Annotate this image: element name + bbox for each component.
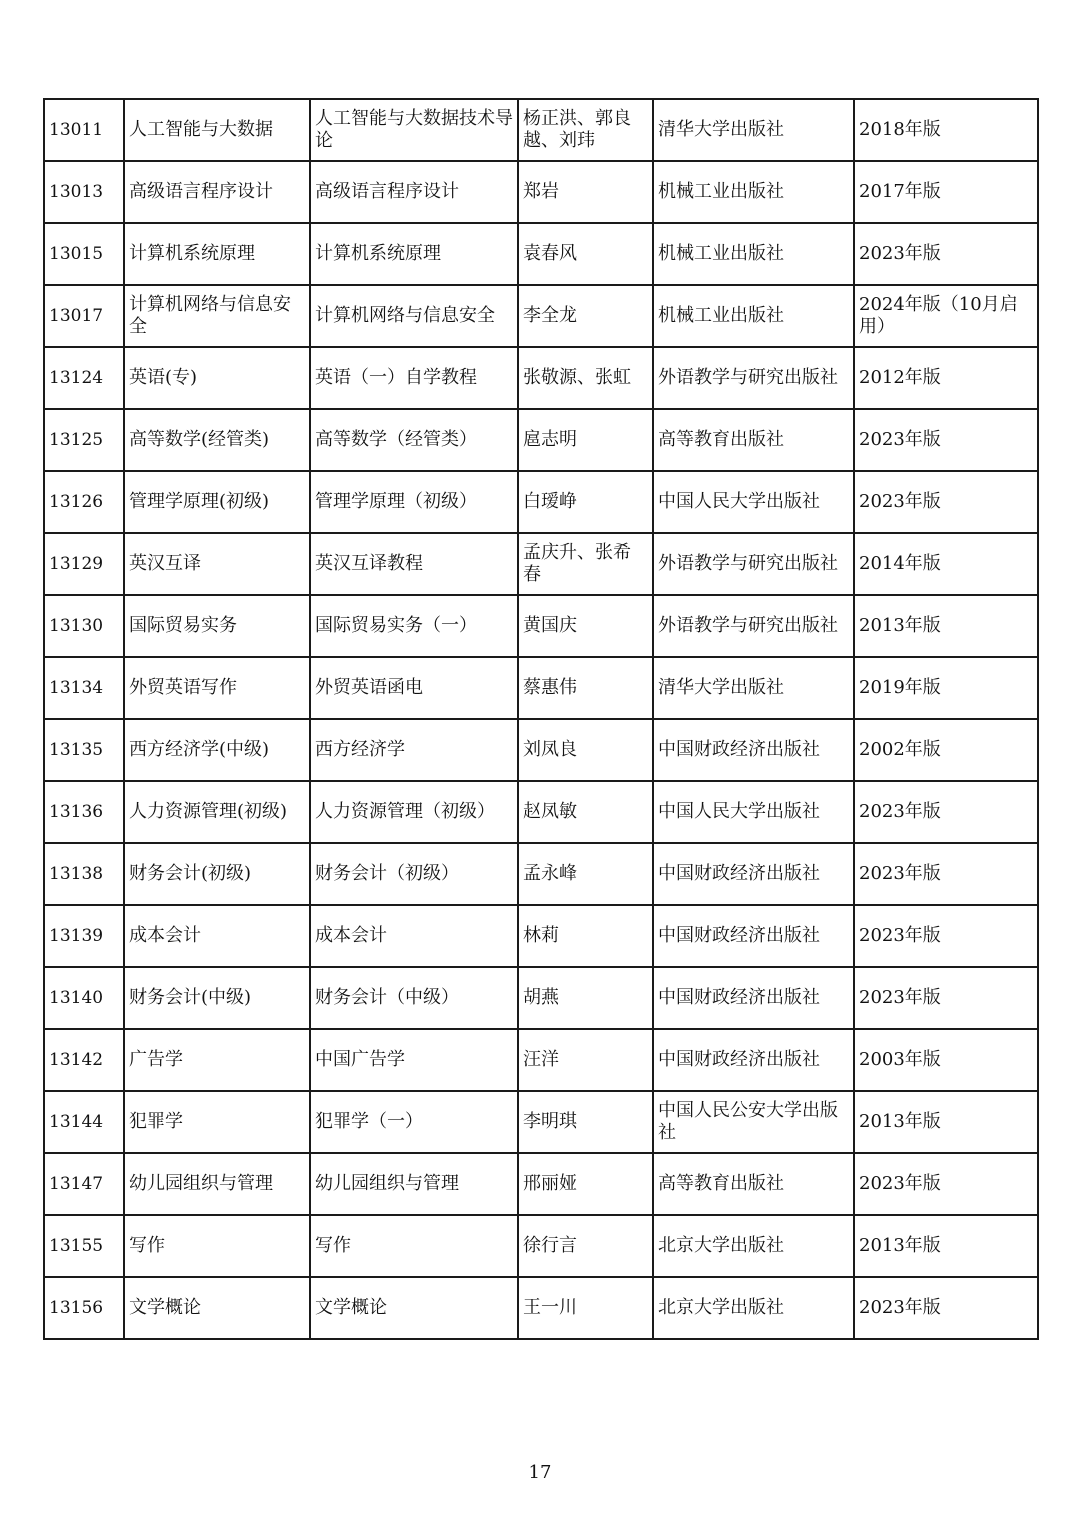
- course-name-cell: 财务会计(中级): [124, 967, 310, 1029]
- table-row: [44, 285, 1038, 347]
- table-row: [44, 595, 1038, 657]
- table-row: [44, 409, 1038, 471]
- author-cell: 刘凤良: [518, 719, 653, 781]
- author-cell: 张敬源、张虹: [518, 347, 653, 409]
- course-code-cell: 13013: [44, 161, 124, 223]
- edition-cell: 2014年版: [854, 533, 1038, 595]
- edition-cell: 2023年版: [854, 1277, 1038, 1339]
- publisher-cell: 机械工业出版社: [653, 285, 854, 347]
- edition-cell: 2018年版: [854, 99, 1038, 161]
- publisher-cell: 机械工业出版社: [653, 161, 854, 223]
- edition-cell: 2023年版: [854, 409, 1038, 471]
- course-name-cell: 计算机系统原理: [124, 223, 310, 285]
- course-name-cell: 文学概论: [124, 1277, 310, 1339]
- textbook-title-cell: 西方经济学: [310, 719, 518, 781]
- publisher-cell: 清华大学出版社: [653, 657, 854, 719]
- course-code-cell: 13144: [44, 1091, 124, 1153]
- author-cell: 白瑷峥: [518, 471, 653, 533]
- author-cell: 林莉: [518, 905, 653, 967]
- textbook-title-cell: 成本会计: [310, 905, 518, 967]
- table-row: [44, 1153, 1038, 1215]
- textbook-title-cell: 犯罪学（一）: [310, 1091, 518, 1153]
- author-cell: 赵凤敏: [518, 781, 653, 843]
- textbook-title-cell: 写作: [310, 1215, 518, 1277]
- textbook-title-cell: 管理学原理（初级）: [310, 471, 518, 533]
- course-name-cell: 高级语言程序设计: [124, 161, 310, 223]
- table-row: [44, 347, 1038, 409]
- course-name-cell: 计算机网络与信息安全: [124, 285, 310, 347]
- table-row: [44, 533, 1038, 595]
- author-cell: 孟永峰: [518, 843, 653, 905]
- table-row: [44, 99, 1038, 161]
- publisher-cell: 中国财政经济出版社: [653, 967, 854, 1029]
- edition-cell: 2023年版: [854, 471, 1038, 533]
- author-cell: 汪洋: [518, 1029, 653, 1091]
- author-cell: 孟庆升、张希春: [518, 533, 653, 595]
- table-row: [44, 657, 1038, 719]
- course-code-cell: 13156: [44, 1277, 124, 1339]
- edition-cell: 2013年版: [854, 1215, 1038, 1277]
- edition-cell: 2023年版: [854, 1153, 1038, 1215]
- course-name-cell: 西方经济学(中级): [124, 719, 310, 781]
- publisher-cell: 北京大学出版社: [653, 1277, 854, 1339]
- course-code-cell: 13129: [44, 533, 124, 595]
- publisher-cell: 外语教学与研究出版社: [653, 533, 854, 595]
- author-cell: 黄国庆: [518, 595, 653, 657]
- table-row: [44, 161, 1038, 223]
- edition-cell: 2023年版: [854, 223, 1038, 285]
- textbook-title-cell: 英汉互译教程: [310, 533, 518, 595]
- course-code-cell: 13126: [44, 471, 124, 533]
- edition-cell: 2013年版: [854, 1091, 1038, 1153]
- course-code-cell: 13155: [44, 1215, 124, 1277]
- course-name-cell: 幼儿园组织与管理: [124, 1153, 310, 1215]
- textbook-title-cell: 外贸英语函电: [310, 657, 518, 719]
- publisher-cell: 中国人民大学出版社: [653, 471, 854, 533]
- textbook-title-cell: 计算机网络与信息安全: [310, 285, 518, 347]
- publisher-cell: 外语教学与研究出版社: [653, 595, 854, 657]
- course-code-cell: 13134: [44, 657, 124, 719]
- publisher-cell: 中国财政经济出版社: [653, 843, 854, 905]
- author-cell: 胡燕: [518, 967, 653, 1029]
- course-code-cell: 13011: [44, 99, 124, 161]
- table-row: [44, 843, 1038, 905]
- edition-cell: 2023年版: [854, 843, 1038, 905]
- textbook-title-cell: 人工智能与大数据技术导论: [310, 99, 518, 161]
- author-cell: 蔡惠伟: [518, 657, 653, 719]
- textbook-title-cell: 国际贸易实务（一）: [310, 595, 518, 657]
- publisher-cell: 清华大学出版社: [653, 99, 854, 161]
- author-cell: 徐行言: [518, 1215, 653, 1277]
- textbook-title-cell: 中国广告学: [310, 1029, 518, 1091]
- edition-cell: 2003年版: [854, 1029, 1038, 1091]
- textbook-table: [43, 98, 1039, 1340]
- course-name-cell: 外贸英语写作: [124, 657, 310, 719]
- textbook-title-cell: 幼儿园组织与管理: [310, 1153, 518, 1215]
- course-name-cell: 管理学原理(初级): [124, 471, 310, 533]
- edition-cell: 2017年版: [854, 161, 1038, 223]
- publisher-cell: 中国财政经济出版社: [653, 1029, 854, 1091]
- course-code-cell: 13140: [44, 967, 124, 1029]
- course-name-cell: 人力资源管理(初级): [124, 781, 310, 843]
- table-row: [44, 905, 1038, 967]
- textbook-title-cell: 高等数学（经管类）: [310, 409, 518, 471]
- textbook-title-cell: 人力资源管理（初级）: [310, 781, 518, 843]
- textbook-table-body: [44, 99, 1038, 1339]
- edition-cell: 2023年版: [854, 781, 1038, 843]
- publisher-cell: 中国财政经济出版社: [653, 905, 854, 967]
- publisher-cell: 北京大学出版社: [653, 1215, 854, 1277]
- course-name-cell: 广告学: [124, 1029, 310, 1091]
- edition-cell: 2023年版: [854, 905, 1038, 967]
- course-code-cell: 13017: [44, 285, 124, 347]
- course-code-cell: 13147: [44, 1153, 124, 1215]
- author-cell: 王一川: [518, 1277, 653, 1339]
- author-cell: 郑岩: [518, 161, 653, 223]
- course-code-cell: 13130: [44, 595, 124, 657]
- table-row: [44, 781, 1038, 843]
- course-name-cell: 写作: [124, 1215, 310, 1277]
- course-name-cell: 英汉互译: [124, 533, 310, 595]
- edition-cell: 2012年版: [854, 347, 1038, 409]
- edition-cell: 2019年版: [854, 657, 1038, 719]
- course-name-cell: 犯罪学: [124, 1091, 310, 1153]
- author-cell: 扈志明: [518, 409, 653, 471]
- publisher-cell: 中国财政经济出版社: [653, 719, 854, 781]
- table-row: [44, 967, 1038, 1029]
- publisher-cell: 中国人民公安大学出版社: [653, 1091, 854, 1153]
- author-cell: 袁春风: [518, 223, 653, 285]
- course-code-cell: 13124: [44, 347, 124, 409]
- course-name-cell: 人工智能与大数据: [124, 99, 310, 161]
- publisher-cell: 机械工业出版社: [653, 223, 854, 285]
- course-code-cell: 13142: [44, 1029, 124, 1091]
- author-cell: 邢丽娅: [518, 1153, 653, 1215]
- table-row: [44, 223, 1038, 285]
- course-name-cell: 国际贸易实务: [124, 595, 310, 657]
- author-cell: 李全龙: [518, 285, 653, 347]
- publisher-cell: 外语教学与研究出版社: [653, 347, 854, 409]
- course-code-cell: 13139: [44, 905, 124, 967]
- course-name-cell: 英语(专): [124, 347, 310, 409]
- publisher-cell: 中国人民大学出版社: [653, 781, 854, 843]
- table-row: [44, 471, 1038, 533]
- page-number: 17: [528, 1462, 552, 1483]
- textbook-title-cell: 高级语言程序设计: [310, 161, 518, 223]
- textbook-title-cell: 财务会计（初级）: [310, 843, 518, 905]
- course-name-cell: 财务会计(初级): [124, 843, 310, 905]
- course-code-cell: 13138: [44, 843, 124, 905]
- edition-cell: 2023年版: [854, 967, 1038, 1029]
- table-row: [44, 1277, 1038, 1339]
- textbook-title-cell: 文学概论: [310, 1277, 518, 1339]
- author-cell: 李明琪: [518, 1091, 653, 1153]
- publisher-cell: 高等教育出版社: [653, 409, 854, 471]
- table-row: [44, 1029, 1038, 1091]
- table-row: [44, 1091, 1038, 1153]
- edition-cell: 2013年版: [854, 595, 1038, 657]
- author-cell: 杨正洪、郭良越、刘玮: [518, 99, 653, 161]
- course-code-cell: 13125: [44, 409, 124, 471]
- table-row: [44, 1215, 1038, 1277]
- course-code-cell: 13135: [44, 719, 124, 781]
- textbook-title-cell: 财务会计（中级）: [310, 967, 518, 1029]
- course-code-cell: 13015: [44, 223, 124, 285]
- edition-cell: 2024年版（10月启用）: [854, 285, 1038, 347]
- textbook-title-cell: 英语（一）自学教程: [310, 347, 518, 409]
- edition-cell: 2002年版: [854, 719, 1038, 781]
- course-code-cell: 13136: [44, 781, 124, 843]
- textbook-title-cell: 计算机系统原理: [310, 223, 518, 285]
- publisher-cell: 高等教育出版社: [653, 1153, 854, 1215]
- course-name-cell: 高等数学(经管类): [124, 409, 310, 471]
- course-name-cell: 成本会计: [124, 905, 310, 967]
- table-row: [44, 719, 1038, 781]
